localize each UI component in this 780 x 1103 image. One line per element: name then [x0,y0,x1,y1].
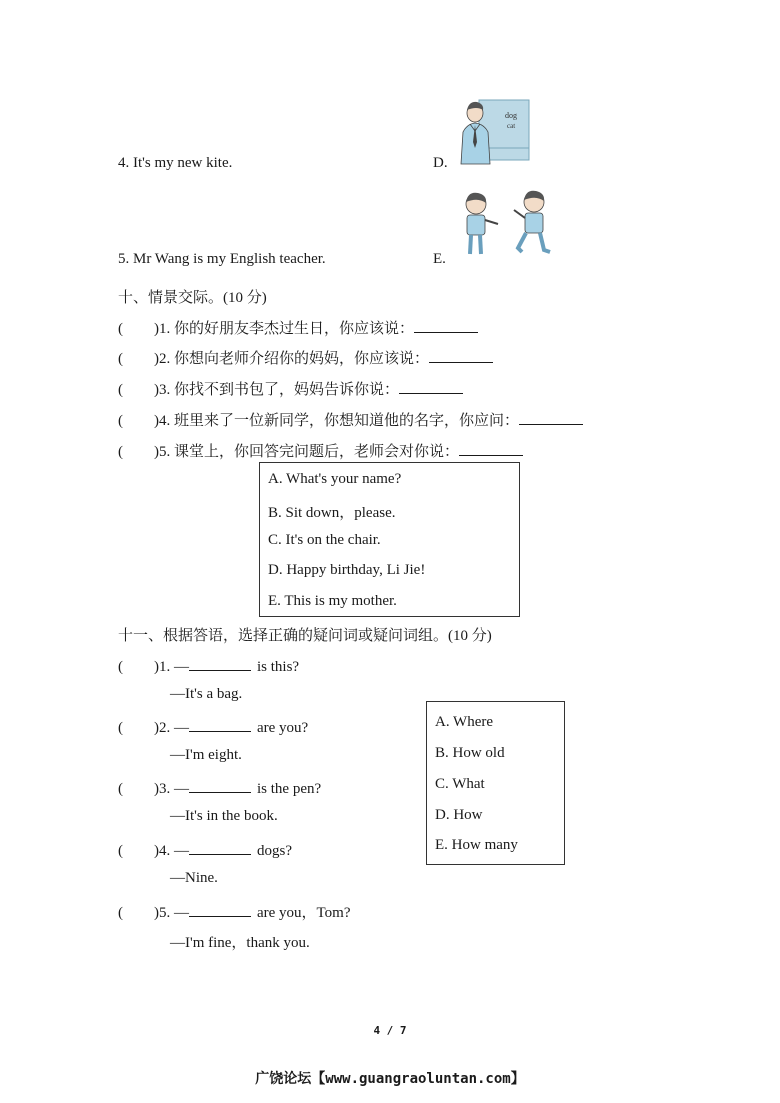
section11-answer-3: —It's in the book. [170,808,278,824]
section10-question-3 [118,378,463,399]
answer-paren[interactable]: ( [118,351,123,367]
option-e: E. How many [435,837,518,853]
answer-paren[interactable]: ( [118,321,123,337]
question-tail: is this? [257,659,300,675]
answer-blank[interactable] [189,778,251,793]
teacher-blackboard-picture [457,98,533,166]
option-d: D. How [435,807,483,823]
answer-blank[interactable] [459,441,523,456]
question-text: )3. 你找不到书包了，妈妈告诉你说： [154,382,399,398]
board-word-cat: cat [507,122,516,130]
answer-blank[interactable] [189,717,251,732]
answer-blank[interactable] [189,840,251,855]
site-footer[interactable]: 广饶论坛【www.guangraoluntan.com】 [255,1071,525,1087]
question-number: )3. — [154,781,189,797]
answer-blank[interactable] [189,902,251,917]
option-a: A. Where [435,714,494,730]
option-b: B. Sit down，please. [268,505,396,521]
section11-question-1 [118,656,299,676]
option-b: B. How old [435,745,505,761]
section11-question-5 [118,901,351,922]
section11-answer-5: —I'm fine，thank you. [170,935,310,951]
section11-answer-2: —I'm eight. [170,747,242,763]
option-e: E. This is my mother. [268,593,397,609]
section10-question-2 [118,347,493,368]
answer-blank[interactable] [189,656,251,671]
question-text: )5. 课堂上，你回答完问题后，老师会对你说： [154,444,459,460]
section11-title: 十一、根据答语，选择正确的疑问词或疑问词组。(10 分) [118,628,492,644]
question-tail: is the pen? [257,781,322,797]
matching-letter-d: D. [433,155,448,171]
section10-title: 十、情景交际。(10 分) [118,290,267,306]
question-tail: dogs? [257,843,292,859]
children-greeting-picture [456,188,556,266]
question-tail: are you，Tom? [257,905,351,921]
answer-paren[interactable]: ( [118,444,123,460]
question-number: )5. — [154,905,189,921]
matching-item-4: 4. It's my new kite. [118,155,233,171]
option-c: C. What [435,776,485,792]
answer-blank[interactable] [519,410,583,425]
section10-question-5 [118,440,523,461]
section10-question-4 [118,409,583,430]
section11-question-3 [118,778,321,798]
answer-blank[interactable] [429,348,493,363]
question-number: )4. — [154,843,189,859]
question-text: )2. 你想向老师介绍你的妈妈，你应该说： [154,351,429,367]
option-c: C. It's on the chair. [268,532,381,548]
section11-answer-1: —It's a bag. [170,686,243,702]
matching-letter-e: E. [433,251,446,267]
matching-item-5: 5. Mr Wang is my English teacher. [118,251,326,267]
question-text: )1. 你的好朋友李杰过生日，你应该说： [154,321,414,337]
section11-question-4 [118,840,292,860]
section11-question-2 [118,717,308,737]
answer-paren[interactable]: ( [118,720,123,736]
answer-blank[interactable] [414,318,478,333]
section11-answer-4: —Nine. [170,870,218,886]
answer-paren[interactable]: ( [118,659,123,675]
answer-paren[interactable]: ( [118,905,123,921]
answer-paren[interactable]: ( [118,413,123,429]
board-word-dog: dog [505,111,517,120]
section10-question-1 [118,317,478,338]
question-number: )2. — [154,720,189,736]
question-text: )4. 班里来了一位新同学，你想知道他的名字，你应问： [154,413,519,429]
answer-paren[interactable]: ( [118,382,123,398]
answer-paren[interactable]: ( [118,843,123,859]
section11-options-box [426,701,565,865]
section10-options-box [259,462,520,617]
question-tail: are you? [257,720,309,736]
question-number: )1. — [154,659,189,675]
answer-paren[interactable]: ( [118,781,123,797]
page-number: 4 / 7 [373,1024,407,1037]
answer-blank[interactable] [399,379,463,394]
option-a: A. What's your name? [268,471,402,487]
option-d: D. Happy birthday, Li Jie! [268,562,426,578]
